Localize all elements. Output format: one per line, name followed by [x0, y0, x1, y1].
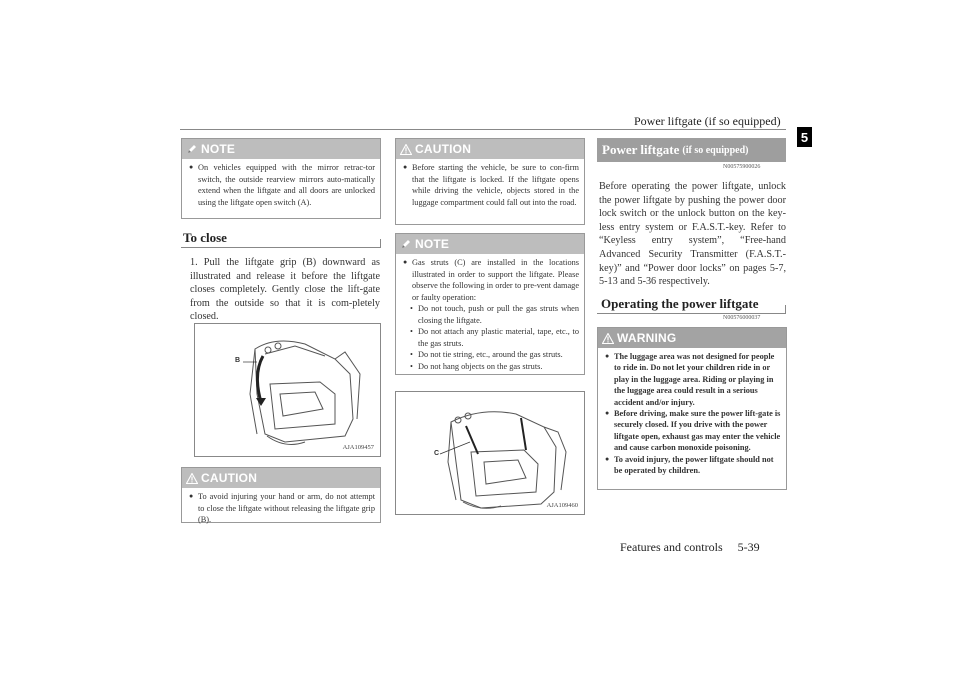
warning-header: [598, 328, 786, 348]
note-label: NOTE: [201, 142, 236, 156]
to-close-step-1: 1. Pull the liftgate grip (B) downward as illustrated and release it before the liftgate closes completely. Gently close the lift-gate from the outside so that it is com-pletely closed.: [190, 257, 380, 323]
figure-label-c: C: [434, 450, 440, 457]
list-item: • Do not tie string, etc., around the gas struts.: [410, 349, 579, 361]
section-rule: [597, 313, 786, 314]
warning-box: [597, 327, 787, 490]
section-code: N00576000037: [723, 315, 761, 321]
caution-text: ● To avoid injuring your hand or arm, do not attempt to close the liftgate without releasing the liftgate grip (B).: [189, 491, 375, 526]
caution-header: [396, 139, 584, 159]
chapter-tab: 5: [797, 127, 812, 147]
page-header-title: Power liftgate (if so equipped): [634, 114, 781, 128]
caution-triangle-icon: [186, 473, 198, 484]
caution-label: CAUTION: [415, 142, 472, 156]
caution-box-grip: [181, 467, 381, 523]
list-item: • Do not hang objects on the gas struts.: [410, 361, 579, 373]
gas-strut-illustration: [396, 392, 586, 516]
figure-liftgate-grip: [194, 323, 381, 457]
section-title-to-close: To close: [183, 230, 227, 245]
list-item: • Do not touch, push or pull the gas struts when closing the liftgate.: [410, 303, 579, 326]
note-pencil-icon: [400, 238, 412, 250]
caution-label: CAUTION: [201, 471, 258, 485]
page-footer: [620, 540, 760, 555]
note-pencil-icon: [186, 143, 198, 155]
footer-section: Features and controls: [620, 540, 723, 554]
header-divider: [180, 129, 786, 130]
note-header: [396, 234, 584, 254]
warning-item: ● The luggage area was not designed for people to ride in. Do not let your children ride in or play in the luggage area. Riding or playing in the luggage area could result in a serious accident and/or injury.: [605, 351, 781, 408]
warning-triangle-icon: [602, 333, 614, 344]
note-intro: ● Gas struts (C) are installed in the locations illustrated in order to support the liftgate. Please observe the following in order to pre-vent damage or faulty operation:: [403, 257, 579, 303]
note-text: ● On vehicles equipped with the mirror retrac-tor switch, the outside rearview mirrors auto-matically extend when the liftgate and all doors are unlocked using the liftgate open switch (A).: [189, 162, 375, 208]
warning-item: ● Before driving, make sure the power lift-gate is securely closed. If you drive with the power liftgate open, exhaust gas may enter the vehicle and cause carbon monoxide poisoning.: [605, 408, 781, 454]
caution-triangle-icon: [400, 144, 412, 155]
note-label: NOTE: [415, 237, 450, 251]
warning-item: ● To avoid injury, the power liftgate should not be operated by children.: [605, 454, 781, 477]
page-number: 5-39: [737, 540, 760, 554]
liftgate-illustration: [195, 324, 382, 458]
section-rule: [181, 247, 381, 248]
section-code: N00575900026: [723, 164, 761, 170]
figure-code: AJA109460: [546, 502, 578, 509]
note-box-mirror: [181, 138, 381, 219]
section-title-power-liftgate: Power liftgate (if so equipped): [597, 138, 786, 162]
caution-text: ● Before starting the vehicle, be sure to con-firm that the liftgate is locked. If the liftgate opens while driving the vehicle, objects stored in the luggage compartment could fall out into the road.: [403, 162, 579, 208]
section-title-operating: Operating the power liftgate: [601, 296, 759, 311]
figure-code: AJA109457: [342, 444, 374, 451]
note-box-gas-struts: [395, 233, 585, 375]
list-item: • Do not attach any plastic material, tape, etc., to the gas struts.: [410, 326, 579, 349]
warning-label: WARNING: [617, 331, 677, 345]
caution-header: [182, 468, 380, 488]
figure-gas-struts: [395, 391, 585, 515]
note-header: [182, 139, 380, 159]
power-liftgate-intro: Before operating the power liftgate, unlock the power liftgate by pushing the power door lock switch or the unlock button on the key-less entry system or F.A.S.T.-key. Refer to “Keyless entry system”, “Free-hand Advanced Security Transmitter (F.A.S.T.-key)” and “Power door locks” on pages 5-7, 5-13 and 5-36 respectively.: [599, 181, 786, 288]
figure-label-b: B: [235, 357, 241, 364]
caution-box-locked: [395, 138, 585, 225]
